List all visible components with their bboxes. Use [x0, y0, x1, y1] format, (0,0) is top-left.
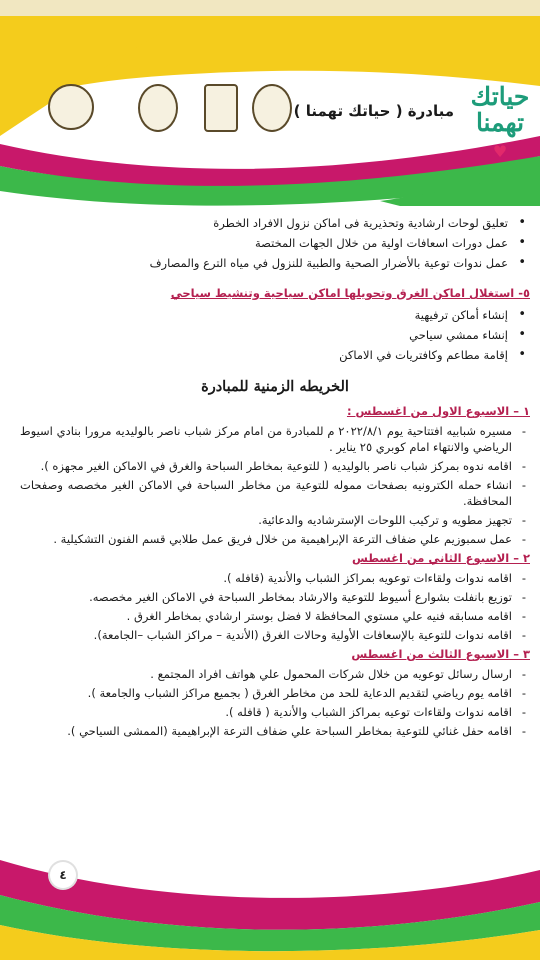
week-2-list	[20, 570, 530, 643]
week-1-list	[20, 423, 530, 547]
list-item: - تجهيز مطويه و تركيب اللوحات الإسترشاديه والدعائية.	[20, 512, 512, 528]
week-1-block	[20, 403, 530, 547]
week-2-block	[20, 550, 530, 643]
list-item: - اقامه ندوات ولقاءات توعويه بمراكز الشباب والأندية (قافله ).	[20, 570, 512, 586]
initiative-label: مبادرة ( حياتك تهمنا )	[293, 102, 454, 120]
week-3-heading: ٣ – الاسبوع الثالث من اغسطس	[351, 647, 530, 661]
week-1-heading: ١ – الاسبوع الاول من اغسطس :	[346, 404, 530, 418]
list-item: - عمل سمبوزيم علي ضفاف الترعة الإبراهيمية من خلال فريق عمل طلابي قسم الفنون التشكيلية .	[20, 531, 512, 547]
list-item: - اقامه ندوات ولقاءات توعيه بمراكز الشباب والأندية ( قافله ).	[20, 704, 512, 720]
week-3-list	[20, 666, 530, 739]
list-item: - ارسال رسائل توعويه من خلال شركات المحمول علي هواتف افراد المجتمع .	[20, 666, 512, 682]
list-item: - اقامه ندوه بمركز شباب ناصر بالوليديه ( للتوعية بمخاطر السباحة والغرق في الاماكن الغير مجهزه ).	[20, 458, 512, 474]
list-item: • عمل ندوات توعية بالأضرار الصحية والطبية للنزول في مياه الترع والمصارف	[20, 255, 508, 271]
week-3-block	[20, 646, 530, 739]
top-bullet-list	[20, 215, 530, 271]
list-item: • إقامة مطاعم وكافتريات في الاماكن	[20, 347, 508, 363]
list-item: - اقامه مسابقه فنيه علي مستوي المحافظة لا فضل بوستر ارشادي بمخاطر الغرق .	[20, 608, 512, 624]
timeline-title: الخريطه الزمنية للمبادرة	[201, 378, 349, 395]
week-2-heading: ٢ – الاسبوع الثاني من اغسطس	[351, 551, 530, 565]
list-item: - اقامه ندوات للتوعية بالإسعافات الأولية وحالات الغرق (الأندية – مراكز الشباب –الجامعة).	[20, 627, 512, 643]
list-item: - انشاء حمله الكترونيه بصفحات مموله للتوعية من مخاطر السباحة في الاماكن الغير مخصصه وصفحات المحافظة.	[20, 477, 512, 509]
page-number: ٤	[50, 862, 76, 888]
logo-line2: تهمنا	[475, 108, 525, 137]
assiut-governorate-seal-icon	[252, 84, 292, 132]
ministry-youth-sports-logo-icon	[48, 84, 94, 130]
footer-decoration	[0, 850, 540, 960]
list-item: • عمل دورات اسعافات اولية من خلال الجهات المختصة	[20, 235, 508, 251]
list-item: • إنشاء ممشي سياحي	[20, 327, 508, 343]
list-item: - توزيع بانفلت بشوارع أسيوط للتوعية والارشاد بمخاطر السباحة في الاماكن الغير مخصصه.	[20, 589, 512, 605]
logo-line1: حياتك	[470, 82, 530, 111]
status-bar	[0, 0, 540, 16]
heart-icon: ♥	[492, 142, 508, 161]
list-item: - اقامه حفل غنائي للتوعية بمخاطر السباحة علي ضفاف الترعة الإبراهيمية (الممشى السياحي ).	[20, 723, 512, 739]
heritage-emblem-icon	[138, 84, 178, 132]
university-emblem-icon	[204, 84, 238, 132]
hayatak-tahemna-logo	[468, 82, 532, 161]
list-item: • إنشاء أماكن ترفيهية	[20, 307, 508, 323]
list-item: • تعليق لوحات ارشادية وتحذيرية فى اماكن نزول الافراد الخطرة	[20, 215, 508, 231]
section5-heading: ٥- استغلال اماكن الغرق وتحويلها اماكن سياحية وتنشيط سياحي	[170, 286, 530, 300]
list-item: - اقامه يوم رياضي لتقديم الدعاية للحد من مخاطر الغرق ( بجميع مراكز الشباب والجامعة ).	[20, 685, 512, 701]
list-item: - مسيره شبابيه افتتاحية يوم ٢٠٢٢/٨/١ م للمبادرة من امام مركز شباب ناصر بالوليديه مرورا بنادي اسيوط الرياضي والانتهاء امام كوبري ٢٥ يناير .	[20, 423, 512, 455]
section5-list	[20, 307, 530, 363]
document-body	[20, 215, 530, 742]
